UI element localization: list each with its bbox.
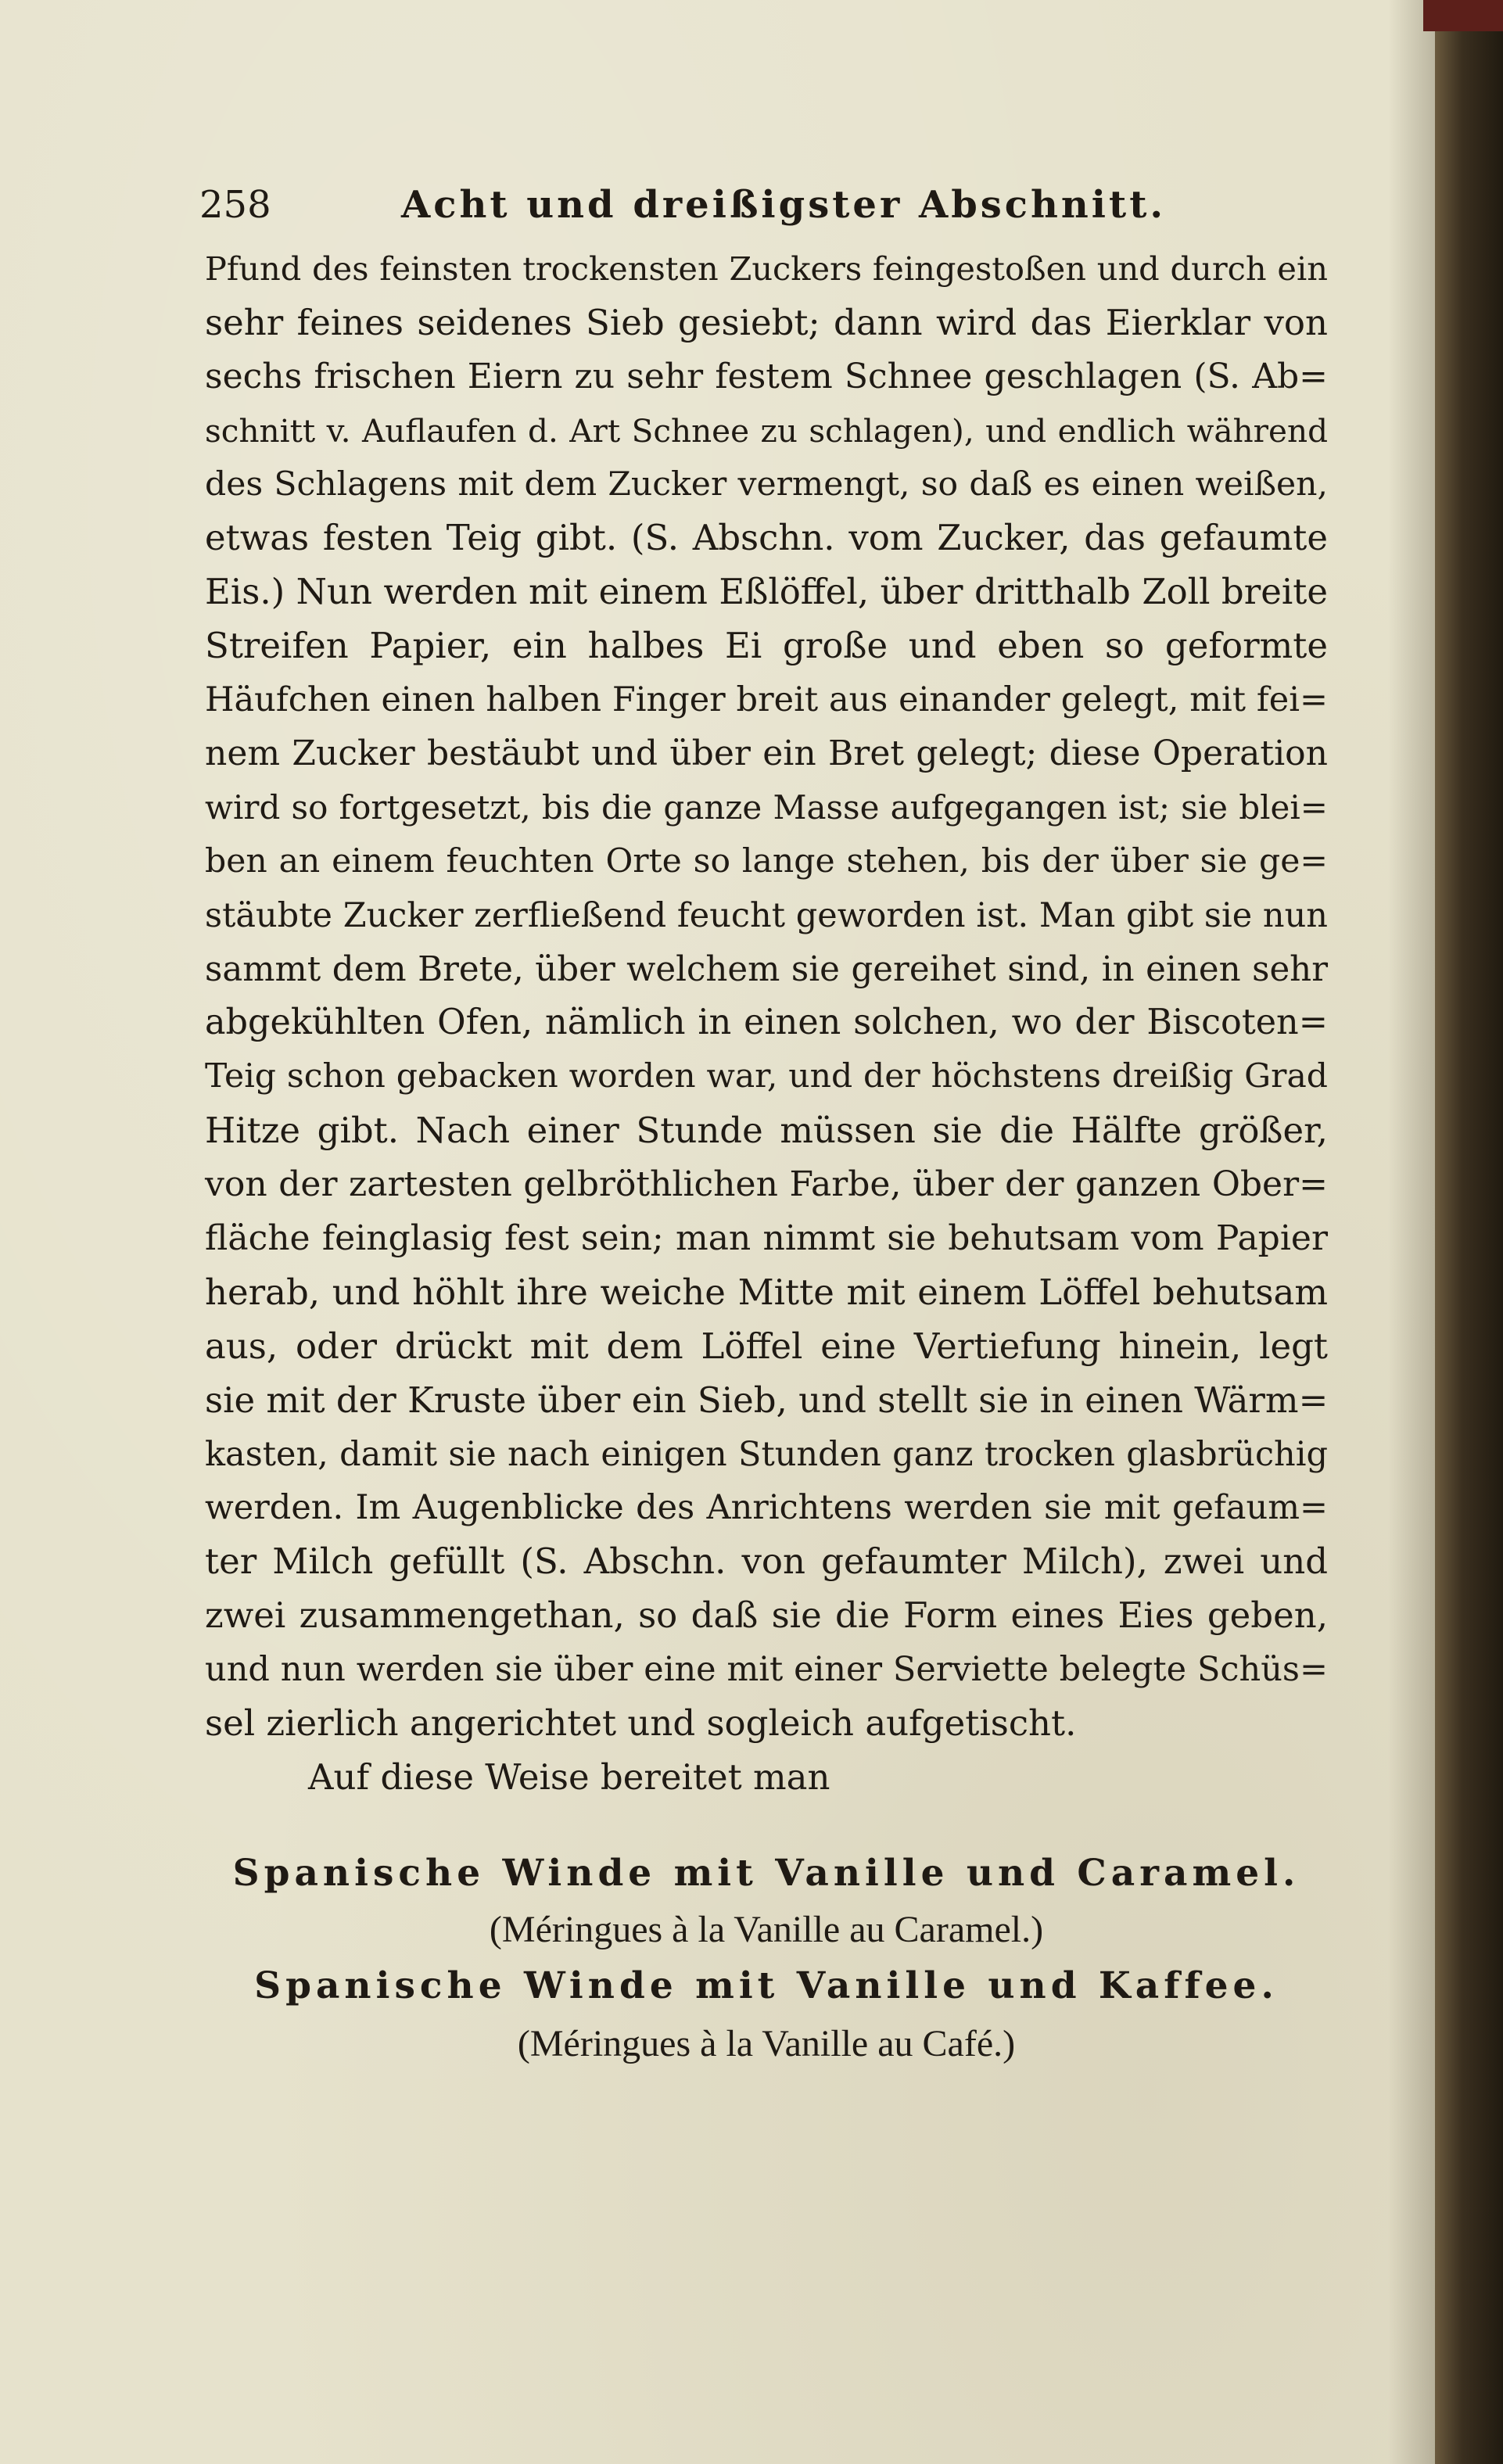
text-line: und nun werden sie über eine mit einer Serviette belegte Schüs=	[205, 1650, 1328, 1690]
text-line: des Schlagens mit dem Zucker vermengt, so daß es einen weißen,	[205, 464, 1328, 504]
recipe-title-caramel: Spanische Winde mit Vanille und Caramel.	[232, 1852, 1300, 1895]
text-line: Hitze gibt. Nach einer Stunde müssen sie die Hälfte größer,	[205, 1110, 1328, 1152]
text-line: Eis.) Nun werden mit einem Eßlöffel, über dritthalb Zoll breite	[205, 571, 1328, 613]
running-head	[199, 174, 1388, 236]
text-line: sel zierlich angerichtet und sogleich aufgetischt.	[205, 1702, 1077, 1745]
text-line: werden. Im Augenblicke des Anrichtens werden sie mit gefaum=	[205, 1488, 1328, 1528]
text-line: Teig schon gebacken worden war, und der höchstens dreißig Grad	[205, 1057, 1328, 1096]
text-line: von der zartesten gelbröthlichen Farbe, über der ganzen Ober=	[205, 1164, 1328, 1205]
text-line: etwas festen Teig gibt. (S. Abschn. vom Zucker, das gefaumte	[205, 517, 1328, 559]
text-line: fläche feinglasig fest sein; man nimmt sie behutsam vom Papier	[205, 1218, 1328, 1259]
text-line: sie mit der Kruste über ein Sieb, und stellt sie in einen Wärm=	[205, 1379, 1329, 1421]
text-line: wird so fortgesetzt, bis die ganze Masse aufgegangen ist; sie blei=	[205, 787, 1328, 827]
recipe-subtitle-caramel: (Méringues à la Vanille au Caramel.)	[489, 1909, 1044, 1950]
text-line: schnitt v. Auflaufen d. Art Schnee zu schlagen), und endlich während	[205, 411, 1328, 450]
text-line: nem Zucker bestäubt und über ein Bret gelegt; diese Operation	[205, 733, 1328, 774]
text-line: Streifen Papier, ein halbes Ei große und eben so geformte	[205, 625, 1328, 667]
recipe-title-kaffee: Spanische Winde mit Vanille und Kaffee.	[254, 1964, 1279, 2007]
text-line: kasten, damit sie nach einigen Stunden ganz trocken glasbrüchig	[205, 1434, 1328, 1474]
text-line: Pfund des feinsten trockensten Zuckers feingestoßen und durch ein	[205, 249, 1328, 288]
text-line: abgekühlten Ofen, nämlich in einen solchen, wo der Biscoten=	[205, 1002, 1328, 1043]
text-line: Häufchen einen halben Finger breit aus einander gelegt, mit fei=	[205, 680, 1328, 720]
text-line: herab, und höhlt ihre weiche Mitte mit einem Löffel behutsam	[205, 1271, 1328, 1313]
text-line: sehr feines seidenes Sieb gesiebt; dann wird das Eierklar von	[205, 301, 1328, 343]
text-line: aus, oder drückt mit dem Löffel eine Vertiefung hinein, legt	[205, 1325, 1328, 1367]
text-line: ter Milch gefüllt (S. Abschn. von gefaumter Milch), zwei und	[205, 1540, 1328, 1583]
text-line: sechs frischen Eiern zu sehr festem Schnee geschlagen (S. Ab=	[205, 356, 1328, 396]
chapter-title: Acht und dreißigster Abschnitt.	[401, 183, 1167, 227]
book-edge-band	[1423, 0, 1503, 31]
recipe-subtitle-kaffee: (Méringues à la Vanille au Café.)	[517, 2023, 1016, 2064]
text-line: zwei zusammengethan, so daß sie die Form eines Eies geben,	[205, 1594, 1328, 1637]
closing-line: Auf diese Weise bereitet man	[308, 1756, 830, 1798]
page-gutter-shadow	[1388, 0, 1435, 2464]
body-text	[205, 242, 1328, 1805]
text-line: ben an einem feuchten Orte so lange stehen, bis der über sie ge=	[205, 841, 1328, 881]
text-line: sammt dem Brete, über welchem sie gereihet sind, in einen sehr	[205, 949, 1328, 989]
page-number: 258	[199, 183, 271, 227]
text-line: stäubte Zucker zerfließend feucht geworden ist. Man gibt sie nun	[205, 895, 1328, 935]
book-edge	[1435, 0, 1503, 2464]
